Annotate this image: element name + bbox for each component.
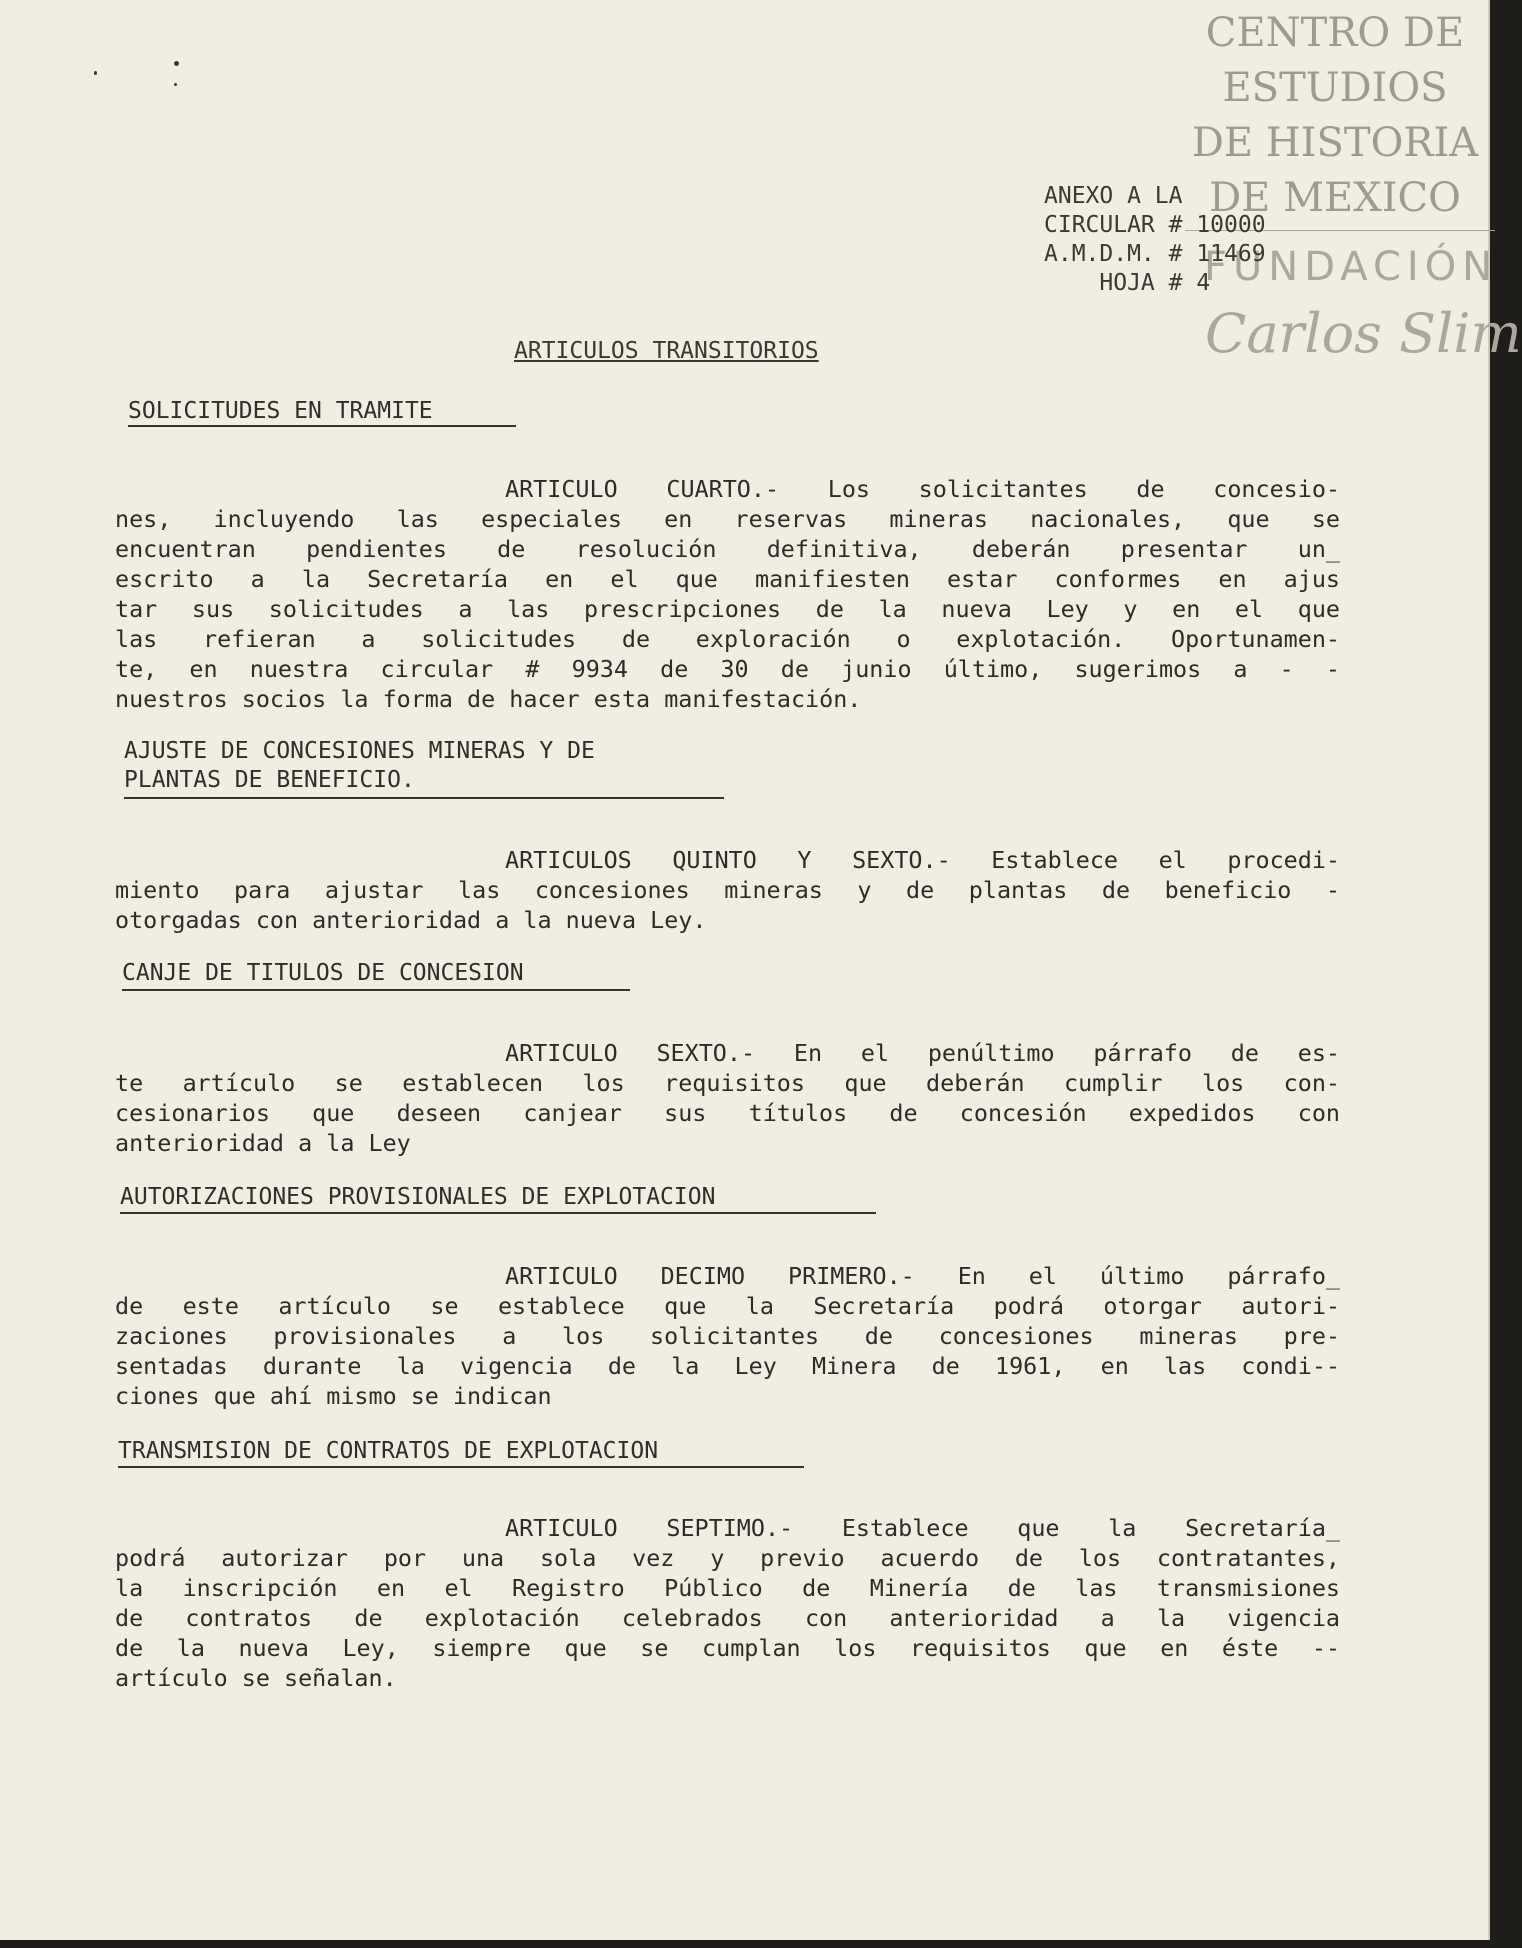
watermark-signature: Carlos Slim [1205, 302, 1522, 365]
body-line: escrito a la Secretaría en el que manifiesten estar conformes en ajus [115, 565, 1340, 593]
body-line: te artículo se establecen los requisitos que deberán cumplir los con- [115, 1069, 1340, 1097]
body-line: te, en nuestra circular # 9934 de 30 de junio último, sugerimos a - - [115, 655, 1340, 683]
paper-specks [86, 55, 206, 105]
section-body [115, 1513, 1340, 1693]
section-body [115, 845, 1340, 935]
body-line: tar sus solicitudes a las prescripciones de la nueva Ley y en el que [115, 595, 1340, 623]
body-line: ciones que ahí mismo se indican [115, 1382, 552, 1410]
heading-underline [122, 989, 630, 991]
body-line: ARTICULOS QUINTO Y SEXTO.- Establece el procedi- [505, 846, 1340, 874]
watermark-line: ESTUDIOS [1222, 65, 1448, 111]
section-body [115, 1038, 1340, 1158]
body-line: zaciones provisionales a los solicitantes de concesiones mineras pre- [115, 1322, 1340, 1350]
body-line: de la nueva Ley, siempre que se cumplan los requisitos que en éste -- [115, 1634, 1340, 1662]
section-heading: AJUSTE DE CONCESIONES MINERAS Y DE [124, 738, 595, 764]
annex-line: A.M.D.M. # 11469 [1044, 241, 1266, 267]
body-line: otorgadas con anterioridad a la nueva Ley. [115, 906, 707, 934]
watermark-line: DE MEXICO [1209, 175, 1461, 221]
annex-line: HOJA # 4 [1044, 270, 1211, 296]
annex-line: CIRCULAR # 10000 [1044, 212, 1266, 238]
body-line: cesionarios que deseen canjear sus títulos de concesión expedidos con [115, 1099, 1340, 1127]
document-title: ARTICULOS TRANSITORIOS [514, 338, 819, 364]
body-line: nes, incluyendo las especiales en reservas mineras nacionales, que se [115, 505, 1340, 533]
body-line: encuentran pendientes de resolución definitiva, deberán presentar un_ [115, 535, 1340, 563]
body-line: las refieran a solicitudes de exploración o explotación. Oportunamen- [115, 625, 1340, 653]
annex-reference [1044, 182, 1266, 298]
body-line: ARTICULO DECIMO PRIMERO.- En el último párrafo_ [505, 1262, 1340, 1290]
body-line: la inscripción en el Registro Público de Minería de las transmisiones [115, 1574, 1340, 1602]
section-body [115, 1261, 1340, 1411]
heading-underline [118, 1466, 804, 1468]
section-heading: PLANTAS DE BENEFICIO. [124, 767, 415, 793]
body-line: sentadas durante la vigencia de la Ley Minera de 1961, en las condi-- [115, 1352, 1340, 1380]
heading-underline [120, 1212, 876, 1214]
section-body [115, 474, 1340, 714]
heading-underline [124, 797, 724, 799]
body-line: miento para ajustar las concesiones mineras y de plantas de beneficio - [115, 876, 1340, 904]
body-line: artículo se señalan. [115, 1664, 397, 1692]
watermark-foundation: FUNDACIÓN [1204, 244, 1499, 290]
body-line: ARTICULO SEXTO.- En el penúltimo párrafo de es- [505, 1039, 1340, 1067]
body-line: ARTICULO CUARTO.- Los solicitantes de concesio- [505, 475, 1340, 503]
section-heading: TRANSMISION DE CONTRATOS DE EXPLOTACION [118, 1438, 659, 1464]
watermark-line: CENTRO DE [1205, 10, 1465, 56]
section-heading: CANJE DE TITULOS DE CONCESION [122, 960, 524, 986]
body-line: ARTICULO SEPTIMO.- Establece que la Secretaría_ [505, 1514, 1340, 1542]
body-line: podrá autorizar por una sola vez y previo acuerdo de los contratantes, [115, 1544, 1340, 1572]
heading-underline [128, 425, 516, 427]
body-line: nuestros socios la forma de hacer esta manifestación. [115, 685, 862, 713]
body-line: de este artículo se establece que la Secretaría podrá otorgar autori- [115, 1292, 1340, 1320]
watermark-line: DE HISTORIA [1191, 120, 1479, 166]
section-heading: SOLICITUDES EN TRAMITE [128, 398, 433, 424]
body-line: de contratos de explotación celebrados con anterioridad a la vigencia [115, 1604, 1340, 1632]
annex-line: ANEXO A LA [1044, 183, 1183, 209]
body-line: anterioridad a la Ley [115, 1129, 411, 1157]
section-heading: AUTORIZACIONES PROVISIONALES DE EXPLOTACION [120, 1184, 716, 1210]
